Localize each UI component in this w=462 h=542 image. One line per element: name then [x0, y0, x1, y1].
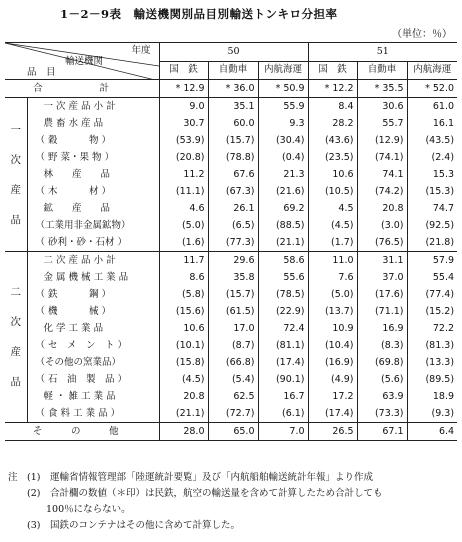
- cell: 15.3: [407, 166, 457, 183]
- cell: 4.5: [308, 200, 357, 217]
- cell: (72.7): [208, 405, 258, 423]
- mode-label: 輸送機関: [65, 56, 104, 67]
- table-row: [5, 149, 457, 166]
- cell: 55.4: [407, 269, 457, 286]
- cell: 16.9: [357, 320, 407, 337]
- share-table: [5, 42, 457, 441]
- cell: (21.1): [159, 405, 208, 423]
- cell: 17.0: [208, 320, 258, 337]
- cell: 7.6: [308, 269, 357, 286]
- cell: (5.4): [208, 371, 258, 388]
- row-label: （ 鉄 鋼 ）: [35, 288, 112, 300]
- row-label: （ 機 械 ）: [35, 305, 112, 317]
- cell: (76.5): [357, 234, 407, 252]
- cell: 67.6: [208, 166, 258, 183]
- primary-section: [5, 98, 457, 252]
- row-label: （ 食 料 工 業 品 ）: [35, 407, 121, 419]
- cell: (6.5): [208, 217, 258, 234]
- table-row: [5, 269, 457, 286]
- table-row: [5, 98, 457, 116]
- cell: 7.0: [258, 423, 308, 441]
- row-label: 農 畜 水 産 品: [43, 117, 104, 129]
- cell: 63.9: [357, 388, 407, 405]
- cell: (74.2): [357, 183, 407, 200]
- row-label: 金 属 機 械 工 業 品: [43, 271, 129, 283]
- cell: (66.8): [208, 354, 258, 371]
- cell: (11.1): [159, 183, 208, 200]
- row-label: （その他の窯業品）: [35, 356, 122, 368]
- cell: (23.5): [308, 149, 357, 166]
- cell: (5.0): [159, 217, 208, 234]
- cell: 35.8: [208, 269, 258, 286]
- note-line: 注 (1) 運輸省情報管理部「陸運統計要覧」及び「内航船舶輸送統計年報」より作成: [8, 472, 373, 483]
- cell: 55.9: [258, 98, 308, 116]
- cell: (13.3): [407, 354, 457, 371]
- primary-category-label: [5, 98, 27, 252]
- other-label: そ の 他: [33, 425, 119, 437]
- category-char: 産: [10, 346, 21, 358]
- secondary-category-label: [5, 252, 27, 423]
- cell: 4.6: [159, 200, 208, 217]
- cell: (15.7): [208, 286, 258, 303]
- notes: [8, 470, 382, 534]
- cell: (15.2): [407, 303, 457, 320]
- cell: (4.5): [159, 371, 208, 388]
- mode-header-truck-51: 自動車: [357, 61, 407, 80]
- cell: 72.2: [407, 320, 457, 337]
- table-row: [5, 200, 457, 217]
- cell: 21.3: [258, 166, 308, 183]
- cell: 65.0: [208, 423, 258, 441]
- cell: 74.1: [357, 166, 407, 183]
- cell: (13.7): [308, 303, 357, 320]
- cell: (5.8): [159, 286, 208, 303]
- cell: (10.1): [159, 337, 208, 354]
- cell: (73.3): [357, 405, 407, 423]
- row-label: 二 次 産 品 小 計: [43, 254, 116, 266]
- cell: (81.3): [407, 337, 457, 354]
- table-title: 1－2－9表 輸送機関別品目別輸送トンキロ分担率: [60, 7, 338, 21]
- cell: (12.9): [357, 132, 407, 149]
- cell: 26.5: [308, 423, 357, 441]
- cell: 18.9: [407, 388, 457, 405]
- table-row: [5, 286, 457, 303]
- cell: 29.6: [208, 252, 258, 270]
- table-row: [5, 183, 457, 200]
- row-label: 鉱 産 品: [43, 202, 111, 214]
- cell: 62.5: [208, 388, 258, 405]
- table-row: [5, 354, 457, 371]
- cell: 58.6: [258, 252, 308, 270]
- table-row: [5, 115, 457, 132]
- cell: * 50.9: [258, 80, 308, 98]
- cell: * 36.0: [208, 80, 258, 98]
- mode-header-ship-50: 内航海運: [258, 61, 308, 80]
- cell: 16.7: [258, 388, 308, 405]
- cell: (43.6): [308, 132, 357, 149]
- cell: 11.7: [159, 252, 208, 270]
- cell: (15.8): [159, 354, 208, 371]
- cell: (1.7): [308, 234, 357, 252]
- item-label: 品 目: [27, 67, 56, 78]
- cell: 60.0: [208, 115, 258, 132]
- cell: (17.4): [308, 405, 357, 423]
- row-label: （ 穀 物 ）: [35, 134, 112, 146]
- cell: 61.0: [407, 98, 457, 116]
- row-label: （ セ メ ン ト ）: [35, 339, 128, 351]
- cell: (89.5): [407, 371, 457, 388]
- other-row: [5, 423, 457, 441]
- cell: (20.8): [159, 149, 208, 166]
- cell: 30.7: [159, 115, 208, 132]
- cell: (43.5): [407, 132, 457, 149]
- cell: 72.4: [258, 320, 308, 337]
- cell: (15.3): [407, 183, 457, 200]
- row-label: （ 石 油 製 品 ）: [35, 373, 128, 385]
- cell: * 35.5: [357, 80, 407, 98]
- table-row: [5, 303, 457, 320]
- cell: 28.2: [308, 115, 357, 132]
- year-header-51: 51: [308, 43, 457, 62]
- table-row: [5, 320, 457, 337]
- table-row: [5, 371, 457, 388]
- cell: 74.7: [407, 200, 457, 217]
- total-row: [5, 80, 457, 98]
- table-row: [5, 405, 457, 423]
- year-label: 年度: [131, 45, 151, 56]
- cell: 10.6: [159, 320, 208, 337]
- cell: 20.8: [357, 200, 407, 217]
- cell: (78.8): [208, 149, 258, 166]
- cell: (3.0): [357, 217, 407, 234]
- cell: (10.4): [308, 337, 357, 354]
- cell: 55.6: [258, 269, 308, 286]
- note-line: (2) 合計欄の数値（＊印）は民鉄，航空の輸送量を含めて計算したため合計しても: [8, 488, 383, 499]
- cell: (4.5): [308, 217, 357, 234]
- table-row: [5, 252, 457, 270]
- total-label: 合 計: [33, 82, 110, 94]
- cell: 20.8: [159, 388, 208, 405]
- table-row: [5, 337, 457, 354]
- cell: (5.0): [308, 286, 357, 303]
- row-label: 化 学 工 業 品: [43, 322, 104, 334]
- cell: 28.0: [159, 423, 208, 441]
- row-label: （ 砂利・砂・石材 ）: [35, 236, 128, 248]
- cell: * 12.2: [308, 80, 357, 98]
- unit-label: （単位：％）: [392, 29, 452, 40]
- cell: (21.6): [258, 183, 308, 200]
- cell: 10.9: [308, 320, 357, 337]
- cell: (16.9): [308, 354, 357, 371]
- cell: 11.0: [308, 252, 357, 270]
- cell: (15.6): [159, 303, 208, 320]
- cell: (53.9): [159, 132, 208, 149]
- cell: (21.1): [258, 234, 308, 252]
- row-label: （ 野 菜・果 物 ）: [35, 151, 115, 163]
- row-label: 林 産 品: [43, 168, 111, 180]
- cell: (4.9): [308, 371, 357, 388]
- cell: 9.0: [159, 98, 208, 116]
- cell: (81.1): [258, 337, 308, 354]
- mode-header-ship-51: 内航海運: [407, 61, 457, 80]
- secondary-section: [5, 252, 457, 423]
- category-char: 産: [10, 183, 21, 196]
- category-char: 一: [10, 123, 21, 136]
- category-char: 品: [10, 213, 21, 226]
- cell: (61.5): [208, 303, 258, 320]
- row-label: （工業用非金属鉱物）: [35, 219, 131, 231]
- cell: (10.5): [308, 183, 357, 200]
- cell: 6.4: [407, 423, 457, 441]
- cell: 69.2: [258, 200, 308, 217]
- cell: 31.1: [357, 252, 407, 270]
- table-row: [5, 166, 457, 183]
- cell: (15.7): [208, 132, 258, 149]
- cell: (67.3): [208, 183, 258, 200]
- category-char: 二: [10, 286, 21, 298]
- cell: (88.5): [258, 217, 308, 234]
- cell: (90.1): [258, 371, 308, 388]
- cell: (92.5): [407, 217, 457, 234]
- cell: (69.8): [357, 354, 407, 371]
- cell: 35.1: [208, 98, 258, 116]
- cell: (21.8): [407, 234, 457, 252]
- cell: (2.4): [407, 149, 457, 166]
- table-row: [5, 132, 457, 149]
- cell: 8.4: [308, 98, 357, 116]
- table-row: [5, 388, 457, 405]
- note-line: 100％にならない。: [8, 504, 131, 515]
- mode-header-rail-50: 国 鉄: [159, 61, 208, 80]
- mode-header-truck-50: 自動車: [208, 61, 258, 80]
- cell: (78.5): [258, 286, 308, 303]
- cell: 9.3: [258, 115, 308, 132]
- row-label: 一 次 産 品 小 計: [43, 100, 116, 112]
- cell: (17.4): [258, 354, 308, 371]
- cell: (5.6): [357, 371, 407, 388]
- cell: (6.1): [258, 405, 308, 423]
- cell: 16.1: [407, 115, 457, 132]
- cell: 11.2: [159, 166, 208, 183]
- cell: (22.9): [258, 303, 308, 320]
- category-char: 次: [10, 153, 21, 166]
- cell: 10.6: [308, 166, 357, 183]
- category-char: 次: [10, 316, 21, 328]
- cell: * 52.0: [407, 80, 457, 98]
- table-row: [5, 217, 457, 234]
- mode-header-rail-51: 国 鉄: [308, 61, 357, 80]
- cell: 57.9: [407, 252, 457, 270]
- category-char: 品: [10, 376, 21, 388]
- cell: 37.0: [357, 269, 407, 286]
- cell: (0.4): [258, 149, 308, 166]
- cell: (77.4): [407, 286, 457, 303]
- cell: 67.1: [357, 423, 407, 441]
- table-row: [5, 234, 457, 252]
- year-header-50: 50: [159, 43, 308, 62]
- cell: (8.7): [208, 337, 258, 354]
- cell: 17.2: [308, 388, 357, 405]
- cell: (30.4): [258, 132, 308, 149]
- note-line: (3) 国鉄のコンテナはその他に含めて計算した。: [8, 520, 240, 531]
- row-label: （ 木 材 ）: [35, 185, 112, 197]
- row-label: 軽 ・ 雑 工 業 品: [43, 390, 116, 402]
- cell: (71.1): [357, 303, 407, 320]
- cell: (74.1): [357, 149, 407, 166]
- cell: 26.1: [208, 200, 258, 217]
- cell: (77.3): [208, 234, 258, 252]
- cell: 55.7: [357, 115, 407, 132]
- cell: 30.6: [357, 98, 407, 116]
- cell: (9.3): [407, 405, 457, 423]
- cell: (17.6): [357, 286, 407, 303]
- cell: * 12.9: [159, 80, 208, 98]
- cell: 8.6: [159, 269, 208, 286]
- cell: (1.6): [159, 234, 208, 252]
- header-corner: [5, 43, 159, 80]
- cell: (8.3): [357, 337, 407, 354]
